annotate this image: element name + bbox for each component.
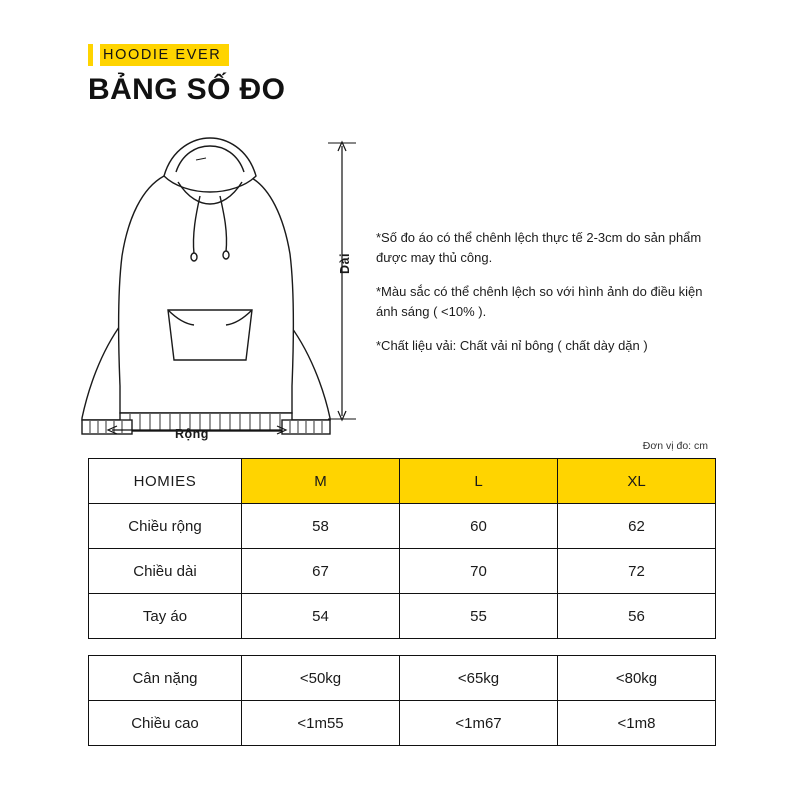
size-header-xl: XL — [558, 459, 716, 504]
note-2: *Màu sắc có thể chênh lệch so với hình ảnh do điều kiện ánh sáng ( <10% ). — [376, 284, 703, 319]
row-label-height: Chiều cao — [89, 701, 242, 746]
cell-length-xl: 72 — [558, 549, 716, 594]
cell-weight-l: <65kg — [400, 656, 558, 701]
row-label-width: Chiều rộng — [89, 504, 242, 549]
unit-note: Đơn vị đo: cm — [642, 440, 708, 452]
cell-weight-m: <50kg — [242, 656, 400, 701]
cell-width-xl: 62 — [558, 504, 716, 549]
width-dimension-label: Rộng — [175, 427, 209, 441]
brand-accent-bar — [88, 44, 93, 66]
cell-height-l: <1m67 — [400, 701, 558, 746]
table-row — [89, 656, 716, 701]
note-1: *Số đo áo có thể chênh lệch thực tế 2-3cm do sản phẩm được may thủ công. — [376, 230, 702, 265]
length-dimension-label: Dài — [338, 253, 352, 274]
table-row — [89, 594, 716, 639]
cell-width-m: 58 — [242, 504, 400, 549]
table-row — [89, 504, 716, 549]
brand-header-cell: HOMIES — [89, 459, 242, 504]
note-3: *Chất liệu vải: Chất vải nỉ bông ( chất dày dặn ) — [376, 338, 648, 353]
cell-sleeve-xl: 56 — [558, 594, 716, 639]
brand-tag-wrap — [88, 44, 285, 66]
header — [88, 44, 285, 107]
notes-block — [376, 228, 706, 356]
cell-length-m: 67 — [242, 549, 400, 594]
page-title: BẢNG SỐ ĐO — [88, 73, 286, 106]
cell-height-m: <1m55 — [242, 701, 400, 746]
cell-height-xl: <1m8 — [558, 701, 716, 746]
size-table — [88, 458, 716, 639]
size-header-m: M — [242, 459, 400, 504]
cell-width-l: 60 — [400, 504, 558, 549]
row-label-sleeve: Tay áo — [89, 594, 242, 639]
body-metrics-table — [88, 655, 716, 746]
table-row — [89, 701, 716, 746]
table-header-row — [89, 459, 716, 504]
table-row — [89, 549, 716, 594]
row-label-length: Chiều dài — [89, 549, 242, 594]
hoodie-illustration — [60, 128, 360, 438]
cell-sleeve-m: 54 — [242, 594, 400, 639]
cell-length-l: 70 — [400, 549, 558, 594]
size-header-l: L — [400, 459, 558, 504]
brand-tag: HOODIE EVER — [100, 44, 229, 66]
row-label-weight: Cân nặng — [89, 656, 242, 701]
cell-weight-xl: <80kg — [558, 656, 716, 701]
cell-sleeve-l: 55 — [400, 594, 558, 639]
